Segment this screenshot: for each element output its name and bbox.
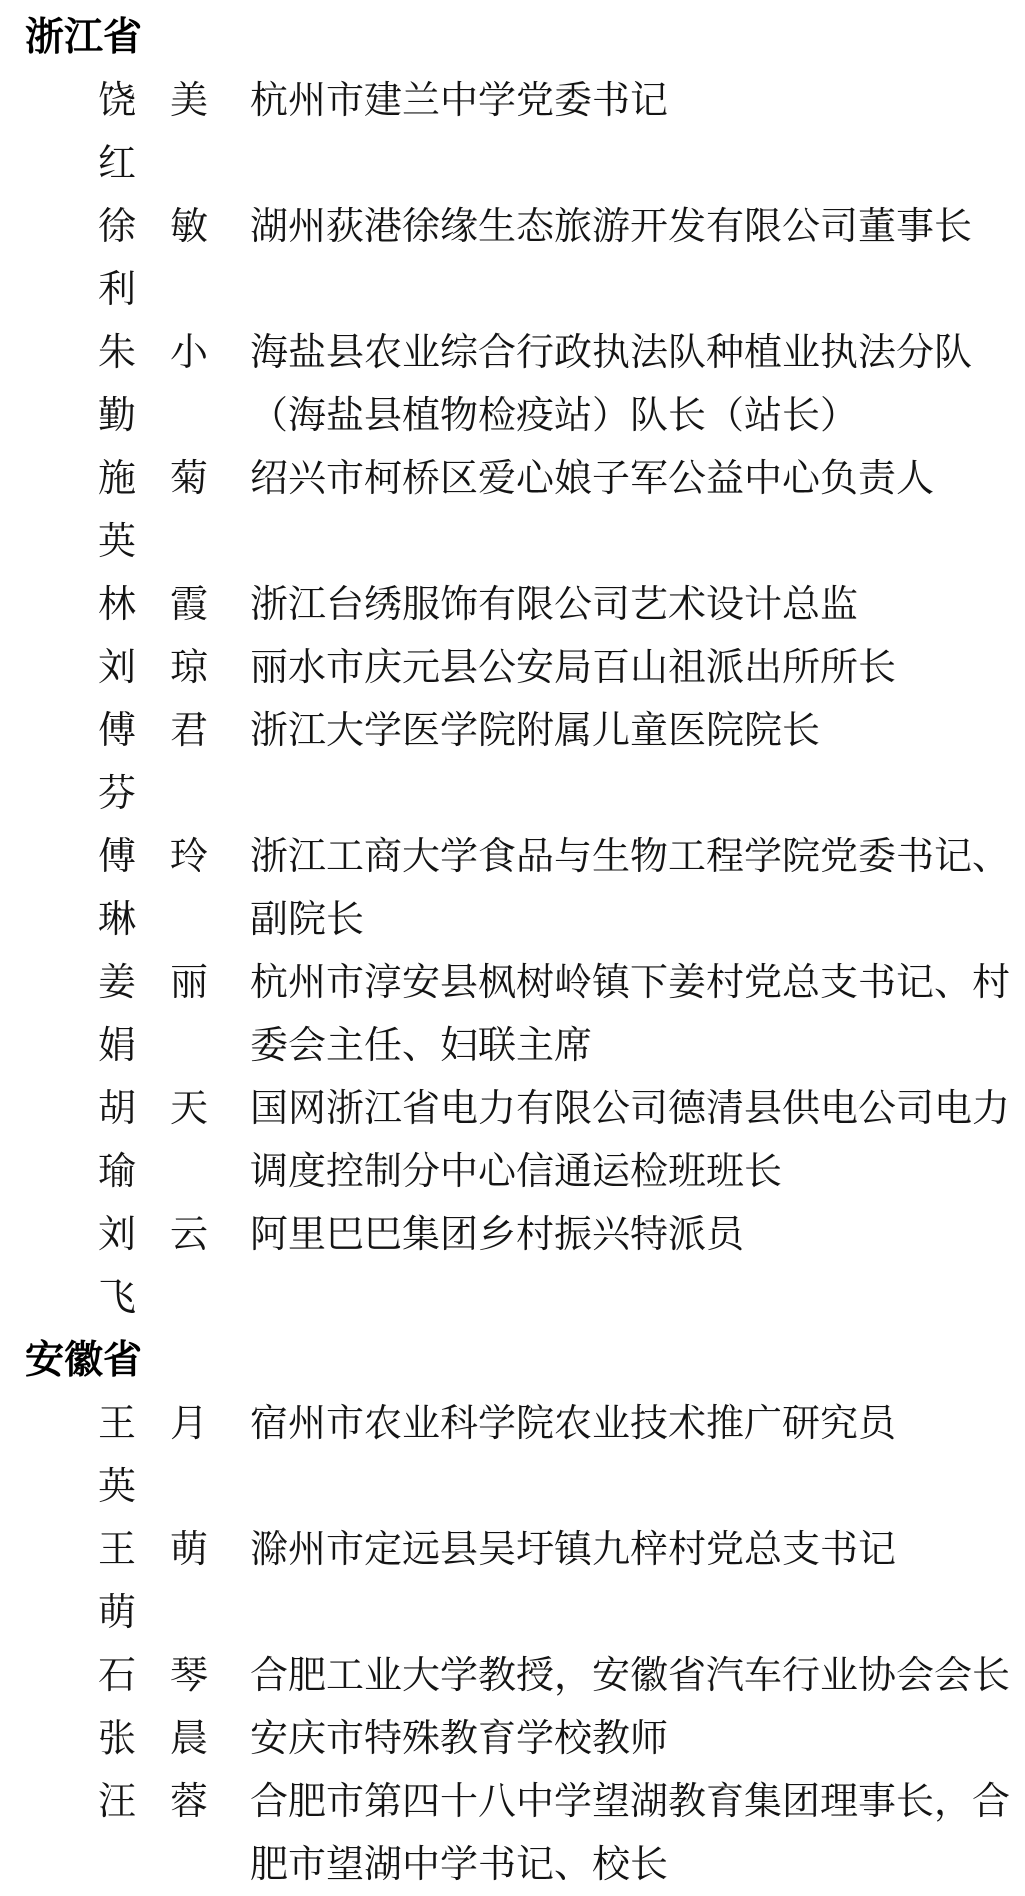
person-name: 刘云飞	[98, 1212, 208, 1319]
list-item	[98, 69, 1025, 195]
list-item	[98, 636, 1025, 699]
person-title-line: 湖州荻港徐缘生态旅游开发有限公司董事长	[250, 204, 973, 248]
person-title-line: 绍兴市柯桥区爱心娘子军公益中心负责人	[250, 456, 935, 500]
person-title	[250, 1707, 668, 1770]
person-title	[250, 1644, 1010, 1707]
person-title	[250, 1770, 1010, 1896]
person-title-line: 合肥市第四十八中学望湖教育集团理事长，合	[250, 1779, 1011, 1823]
person-name: 刘琼	[98, 645, 208, 689]
list-item	[98, 1644, 1025, 1707]
person-title	[250, 573, 858, 636]
person-title	[250, 195, 972, 258]
person-title	[250, 1518, 896, 1581]
person-title	[250, 447, 934, 510]
person-title-line: 委会主任、妇联主席	[250, 1023, 593, 1067]
person-name: 汪蓉	[98, 1779, 208, 1823]
list-item	[98, 321, 1025, 447]
list-item	[98, 573, 1025, 636]
person-title-line: 浙江大学医学院附属儿童医院院长	[250, 708, 821, 752]
person-title-line: 调度控制分中心信通运检班班长	[250, 1149, 783, 1193]
person-title	[250, 636, 896, 699]
person-name: 林霞	[98, 582, 208, 626]
section-header-anhui: 安徽省	[25, 1338, 143, 1383]
list-item	[98, 1770, 1025, 1896]
list-item	[98, 195, 1025, 321]
section-header-zhejiang: 浙江省	[25, 15, 143, 60]
list-item	[98, 1077, 1025, 1203]
person-name: 王萌萌	[98, 1527, 208, 1634]
person-title	[250, 699, 820, 762]
person-name: 徐敏利	[98, 204, 208, 311]
person-title-line: 杭州市淳安县枫树岭镇下姜村党总支书记、村	[250, 960, 1011, 1004]
person-title-line: 安庆市特殊教育学校教师	[250, 1716, 669, 1760]
person-title-line: 海盐县农业综合行政执法队种植业执法分队	[250, 330, 973, 374]
person-name: 姜丽娟	[98, 960, 208, 1067]
person-name: 胡天瑜	[98, 1086, 208, 1193]
list-item	[98, 699, 1025, 825]
person-title-line: 浙江工商大学食品与生物工程学院党委书记、	[250, 834, 1011, 878]
person-title	[250, 951, 1010, 1077]
person-title-line: 副院长	[250, 897, 365, 941]
person-title	[250, 1203, 744, 1266]
person-title-line: 国网浙江省电力有限公司德清县供电公司电力	[250, 1086, 1011, 1130]
list-item	[98, 1518, 1025, 1644]
person-title	[250, 825, 1010, 951]
person-name: 朱小勤	[98, 330, 208, 437]
person-title	[250, 321, 972, 447]
list-item	[98, 1392, 1025, 1518]
person-title-line: 浙江台绣服饰有限公司艺术设计总监	[250, 582, 859, 626]
person-title-line: 合肥工业大学教授，安徽省汽车行业协会会长	[250, 1653, 1011, 1697]
person-name: 石琴	[98, 1653, 208, 1697]
person-name: 施菊英	[98, 456, 208, 563]
list-item	[98, 825, 1025, 951]
person-title	[250, 1077, 1010, 1203]
person-title-line: 丽水市庆元县公安局百山祖派出所所长	[250, 645, 897, 689]
list-item	[98, 951, 1025, 1077]
person-name: 张晨	[98, 1716, 208, 1760]
person-title-line: 杭州市建兰中学党委书记	[250, 78, 669, 122]
person-title	[250, 69, 668, 132]
list-item	[98, 1707, 1025, 1770]
list-item	[98, 1203, 1025, 1329]
person-name: 王月英	[98, 1401, 208, 1508]
list-item	[98, 447, 1025, 573]
person-name: 傅玲琳	[98, 834, 208, 941]
person-title-line: 宿州市农业科学院农业技术推广研究员	[250, 1401, 897, 1445]
person-title-line: 阿里巴巴集团乡村振兴特派员	[250, 1212, 745, 1256]
person-name: 傅君芬	[98, 708, 208, 815]
person-title-line: （海盐县植物检疫站）队长（站长）	[250, 393, 859, 437]
person-title-line: 肥市望湖中学书记、校长	[250, 1842, 669, 1886]
person-name: 饶美红	[98, 78, 208, 185]
person-title-line: 滁州市定远县吴圩镇九梓村党总支书记	[250, 1527, 897, 1571]
